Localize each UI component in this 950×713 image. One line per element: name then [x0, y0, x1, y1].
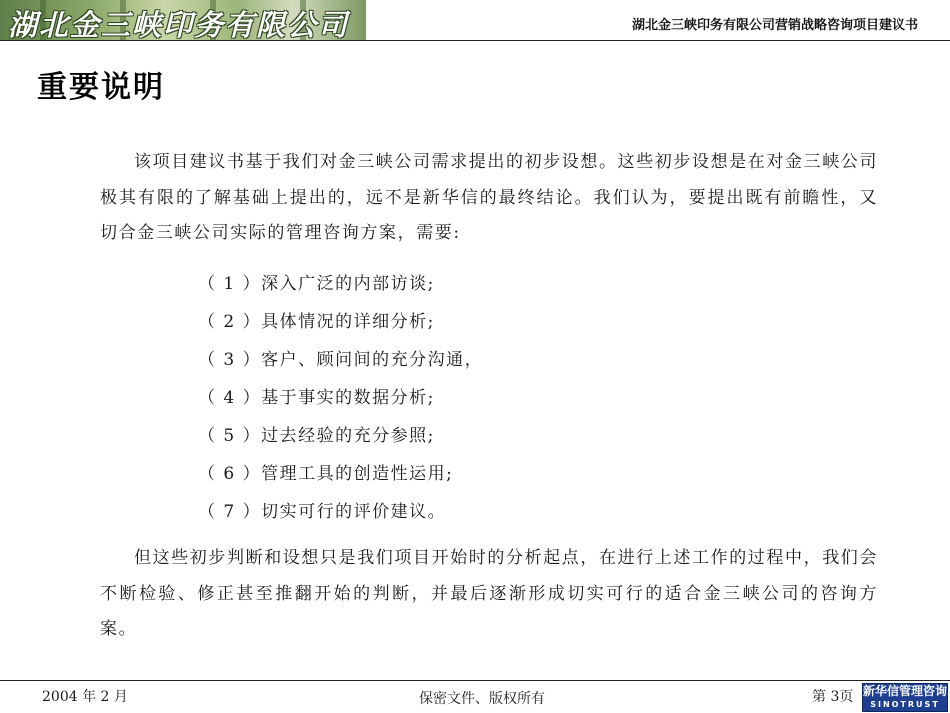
- company-banner: [0, 0, 366, 40]
- footer-confidential: 保密文件、版权所有: [419, 691, 545, 707]
- page-title: 重要说明: [37, 70, 165, 105]
- list-item: （ 3 ）客户、顾问间的充分沟通，: [198, 350, 484, 370]
- header-divider: [0, 40, 950, 41]
- list-item: （ 7 ）切实可行的评价建议。: [198, 502, 447, 522]
- page-number: 第 3页: [812, 689, 854, 705]
- banner-text: 湖北金三峡印务有限公司: [8, 8, 350, 40]
- list-item: （ 1 ）深入广泛的内部访谈;: [198, 274, 435, 294]
- footer-date: 2004 年 2 月: [42, 689, 128, 705]
- footer-divider: [0, 680, 950, 681]
- logo-en-text: SINOTRUST: [870, 700, 940, 709]
- logo-cn-text: 新华信管理咨询: [863, 684, 948, 698]
- list-item: （ 4 ）基于事实的数据分析;: [198, 388, 435, 408]
- list-item: （ 6 ）管理工具的创造性运用;: [198, 464, 454, 484]
- list-item: （ 5 ）过去经验的充分参照;: [198, 426, 435, 446]
- closing-paragraph: 但这些初步判断和设想只是我们项目开始时的分析起点，在进行上述工作的过程中，我们会不断检验、修正甚至推翻开始的判断，并最后逐渐形成切实可行的适合金三峡公司的咨询方案。: [100, 548, 878, 639]
- document-title: 湖北金三峡印务有限公司营销战略咨询项目建议书: [631, 18, 918, 33]
- list-item: （ 2 ）具体情况的详细分析;: [198, 312, 435, 332]
- requirements-list: [198, 265, 483, 531]
- intro-paragraph: 该项目建议书基于我们对金三峡公司需求提出的初步设想。这些初步设想是在对金三峡公司极其有限的了解基础上提出的，远不是新华信的最终结论。我们认为，要提出既有前瞻性，又切合金三峡公司实际的管理咨询方案，需要:: [100, 152, 878, 243]
- sinotrust-logo: [862, 683, 948, 712]
